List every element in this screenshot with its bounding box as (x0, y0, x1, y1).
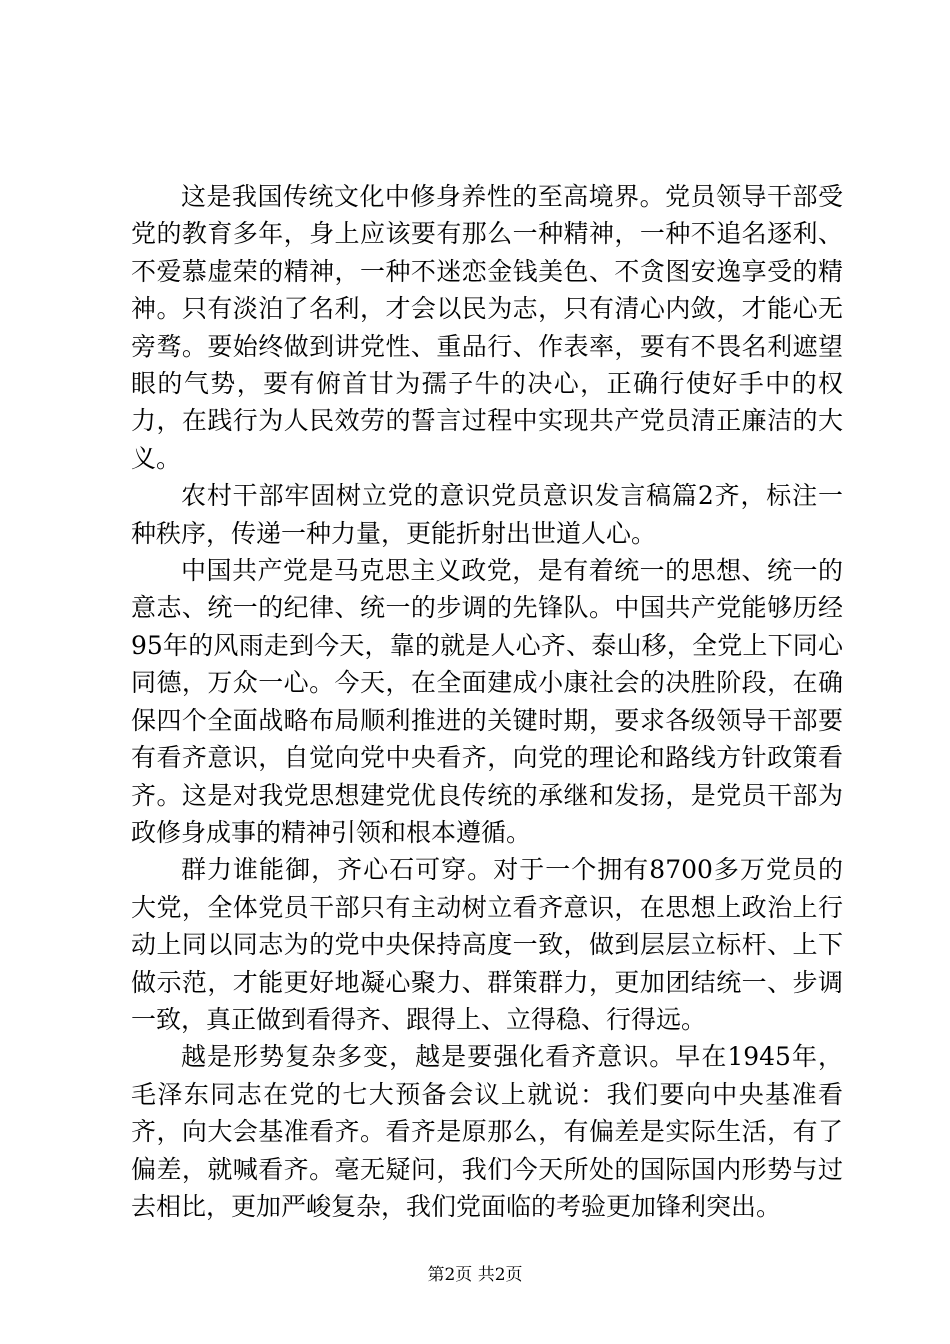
page-footer: 第2页 共2页 (427, 1265, 523, 1285)
body-text (131, 178, 843, 1225)
paragraph-5: 越是形势复杂多变，越是要强化看齐意识。早在1945年，毛泽东同志在党的七大预备会议上就说：我们要向中央基准看齐，向大会基准看齐。看齐是原那么，有偏差是实际生活，有了偏差，就喊看齐。毫无疑问，我们今天所处的国际国内形势与过去相比，更加严峻复杂，我们党面临的考验更加锋利突出。 (131, 1042, 843, 1221)
paragraph-4: 群力谁能御，齐心石可穿。对于一个拥有8700多万党员的大党，全体党员干部只有主动树立看齐意识，在思想上政治上行动上同以同志为的党中央保持高度一致，做到层层立标杆、上下做示范，才能更好地凝心聚力、群策群力，更加团结统一、步调一致，真正做到看得齐、跟得上、立得稳、行得远。 (131, 855, 843, 1034)
paragraph-3: 中国共产党是马克思主义政党，是有着统一的思想、统一的意志、统一的纪律、统一的步调的先锋队。中国共产党能够历经95年的风雨走到今天，靠的就是人心齐、泰山移，全党上下同心同德，万众一心。今天，在全面建成小康社会的决胜阶段，在确保四个全面战略布局顺利推进的关键时期，要求各级领导干部要有看齐意识，自觉向党中央看齐，向党的理论和路线方针政策看齐。这是对我党思想建党优良传统的承继和发扬，是党员干部为政修身成事的精神引领和根本遵循。 (131, 556, 843, 847)
paragraph-1: 这是我国传统文化中修身养性的至高境界。党员领导干部受党的教育多年，身上应该要有那么一种精神，一种不追名逐利、不爱慕虚荣的精神，一种不迷恋金钱美色、不贪图安逸享受的精神。只有淡泊了名利，才会以民为志，只有清心内敛，才能心无旁骛。要始终做到讲党性、重品行、作表率，要有不畏名利遮望眼的气势，要有俯首甘为孺子牛的决心，正确行使好手中的权力，在践行为人民效劳的誓言过程中实现共产党员清正廉洁的大义。 (131, 182, 843, 473)
paragraph-2: 农村干部牢固树立党的意识党员意识发言稿篇2齐，标注一种秩序，传递一种力量，更能折射出世道人心。 (131, 481, 843, 548)
